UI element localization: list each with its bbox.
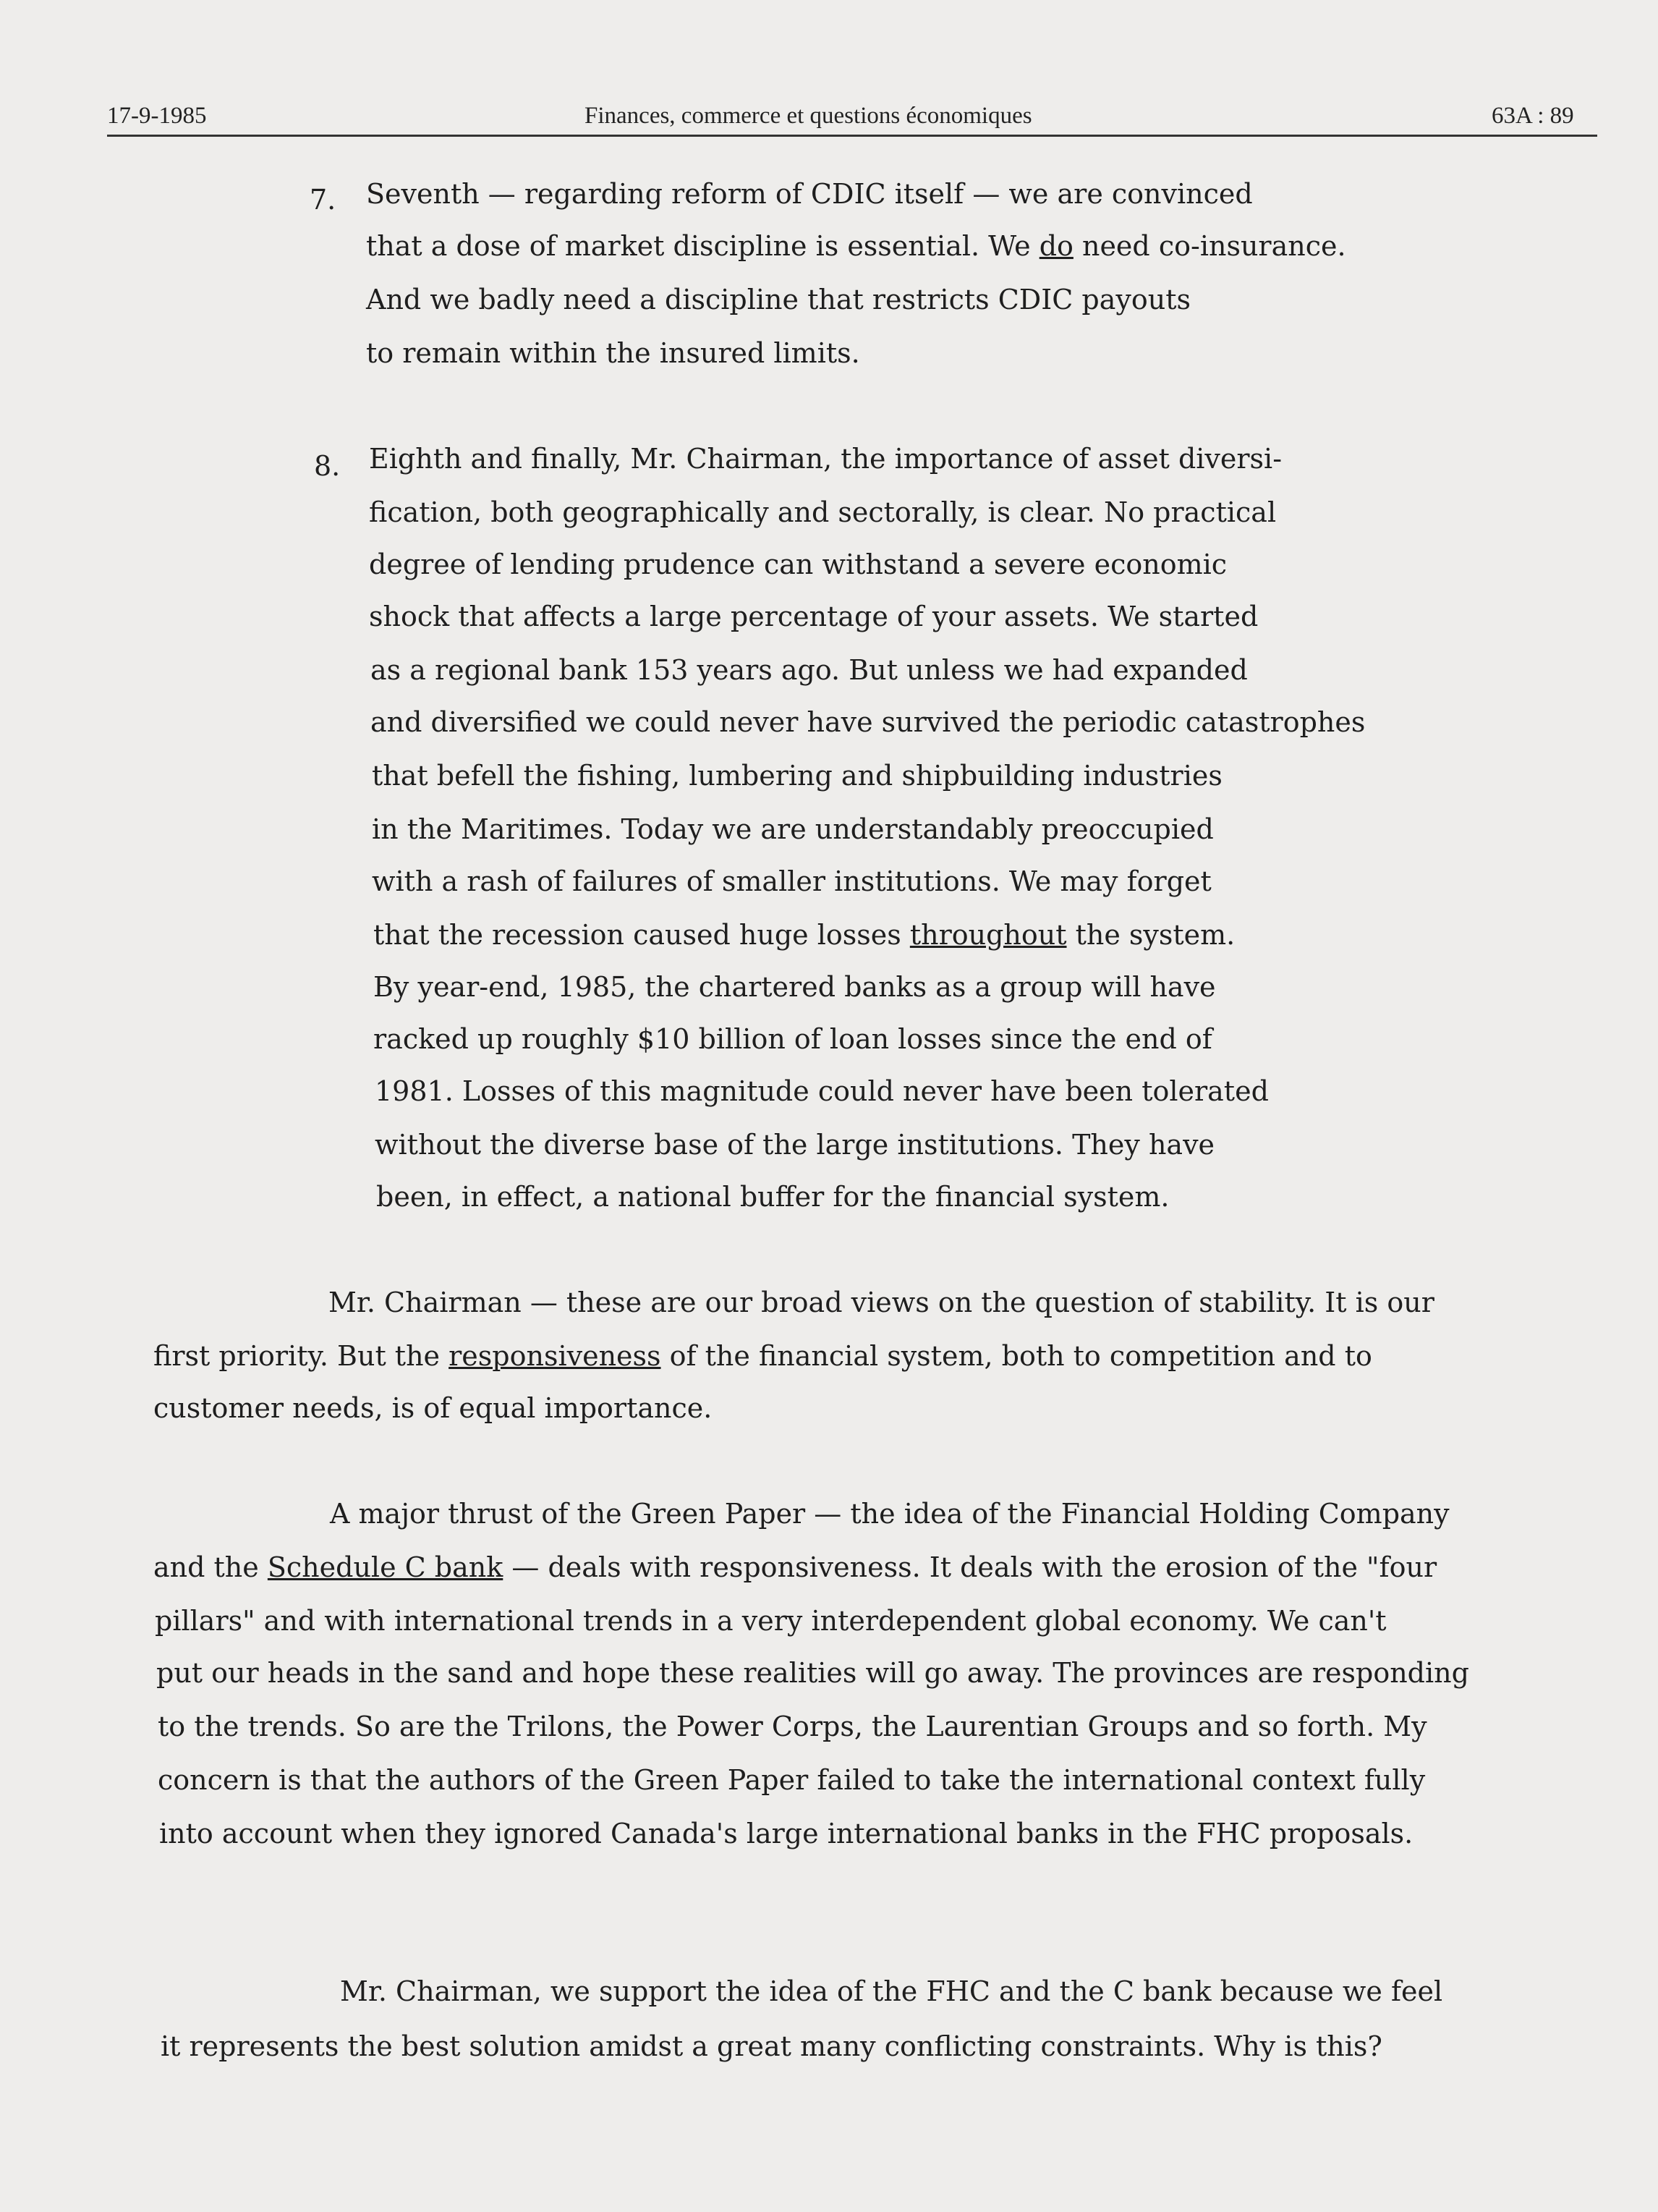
para-2-line-7: into account when they ignored Canada's large international banks in the FHC proposals. (159, 1818, 1413, 1849)
header-rule (107, 135, 1597, 137)
item-7-line-4: to remain within the insured limits. (366, 337, 860, 369)
item-8-line-13: 1981. Losses of this magnitude could never have been tolerated (375, 1075, 1269, 1107)
header-date: 17-9-1985 (107, 103, 207, 129)
para-1-line-2: first priority. But the responsiveness of the financial system, both to competition and to (153, 1340, 1372, 1372)
header-title: Finances, commerce et questions économiques (584, 103, 1032, 129)
para-3-line-1: Mr. Chairman, we support the idea of the FHC and the C bank because we feel (340, 1975, 1443, 2007)
para-2-line-3: pillars" and with international trends in a very interdependent global economy. We can't (155, 1605, 1387, 1637)
item-8-line-8: in the Maritimes. Today we are understandably preoccupied (372, 813, 1214, 845)
para-1-line-3: customer needs, is of equal importance. (153, 1392, 713, 1424)
item-7-line-1: Seventh — regarding reform of CDIC itself — we are convinced (366, 178, 1253, 210)
para-2-line-6: concern is that the authors of the Green Paper failed to take the international context fully (158, 1764, 1426, 1796)
item-8-line-7: that befell the fishing, lumbering and shipbuilding industries (372, 760, 1223, 792)
para-2-line-5: to the trends. So are the Trilons, the Power Corps, the Laurentian Groups and so forth. My (158, 1711, 1427, 1742)
para-2-line-2: and the Schedule C bank — deals with responsiveness. It deals with the erosion of the "four (153, 1551, 1437, 1583)
item-8-line-15: been, in effect, a national buffer for the financial system. (376, 1181, 1170, 1213)
item-8-line-11: By year-end, 1985, the chartered banks as a group will have (373, 971, 1216, 1003)
item-8-line-1: Eighth and finally, Mr. Chairman, the importance of asset diversi- (369, 443, 1283, 475)
item-8-number: 8. (314, 450, 341, 482)
item-8-line-10: that the recession caused huge losses throughout the system. (373, 919, 1236, 951)
item-8-line-2: fication, both geographically and sectorally, is clear. No practical (369, 496, 1277, 528)
header-page-number: 63A : 89 (1492, 103, 1574, 129)
para-2-line-1: A major thrust of the Green Paper — the idea of the Financial Holding Company (330, 1498, 1450, 1530)
para-3-line-2: it represents the best solution amidst a great many conflicting constraints. Why is this? (161, 2030, 1382, 2062)
item-8-line-3: degree of lending prudence can withstand a severe economic (369, 548, 1228, 580)
item-7-line-3: And we badly need a discipline that restricts CDIC payouts (366, 284, 1191, 315)
item-7-number: 7. (310, 184, 336, 216)
item-8-line-6: and diversified we could never have survived the periodic catastrophes (370, 706, 1366, 738)
item-7-line-2: that a dose of market discipline is essential. We do need co-insurance. (366, 230, 1346, 262)
item-8-line-14: without the diverse base of the large institutions. They have (375, 1129, 1215, 1161)
para-1-line-1: Mr. Chairman — these are our broad views on the question of stability. It is our (328, 1287, 1434, 1318)
item-8-line-4: shock that affects a large percentage of your assets. We started (369, 601, 1259, 632)
para-2-line-4: put our heads in the sand and hope these realities will go away. The provinces are responding (156, 1657, 1469, 1689)
item-8-line-12: racked up roughly $10 billion of loan losses since the end of (373, 1023, 1212, 1055)
item-8-line-5: as a regional bank 153 years ago. But unless we had expanded (370, 654, 1248, 686)
item-8-line-9: with a rash of failures of smaller institutions. We may forget (372, 865, 1212, 897)
